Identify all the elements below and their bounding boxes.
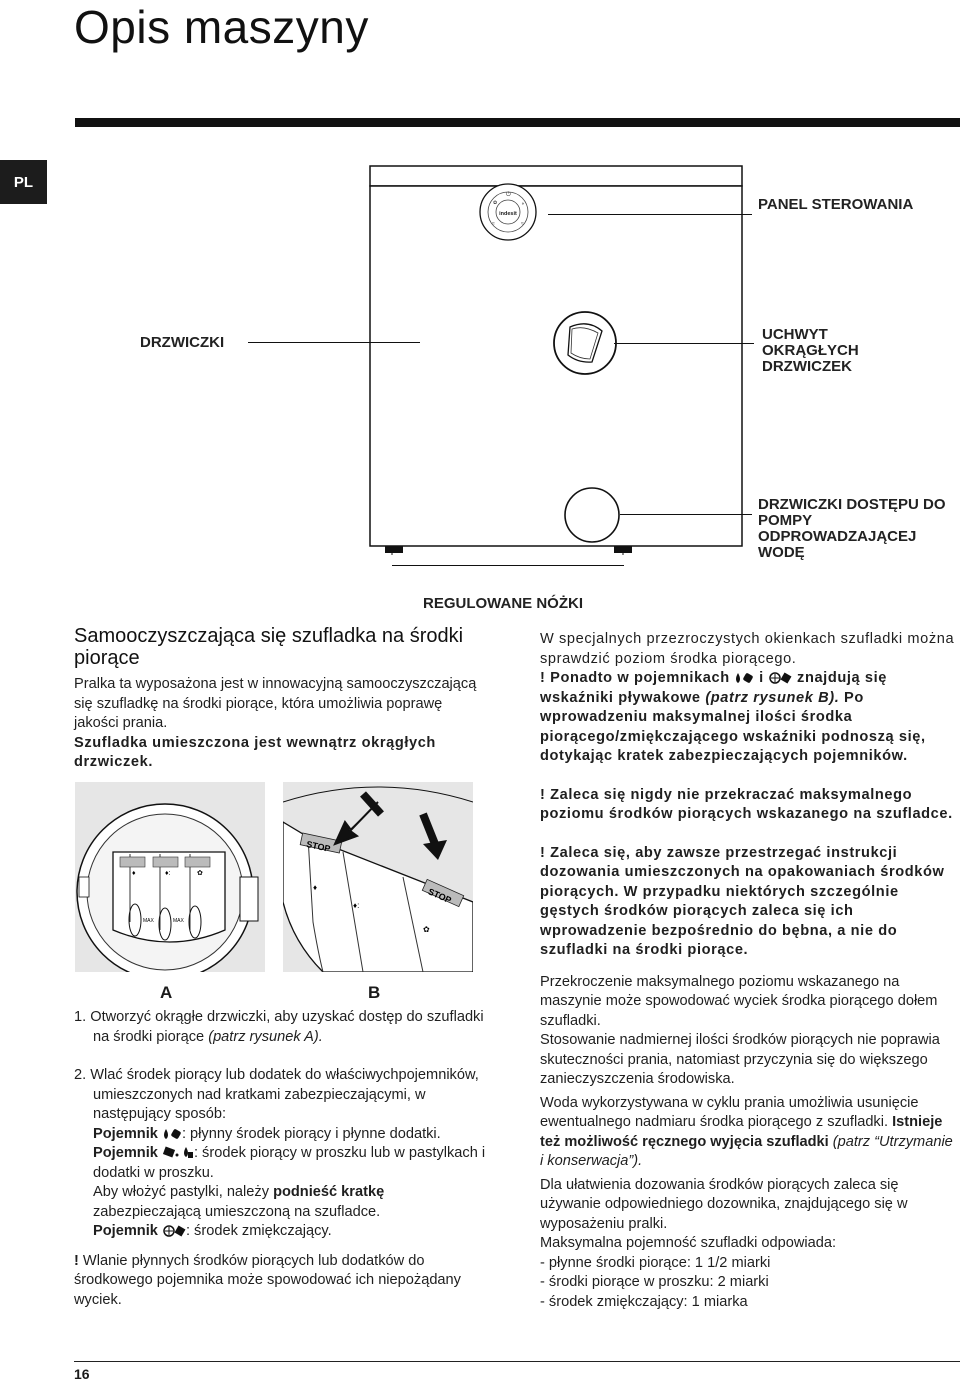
svg-text:≈: ≈ [492,221,495,227]
fig-a-max-1: MAX [143,918,154,924]
para-max-level: ! Zaleca się nigdy nie przekraczać maksymalnego poziomu środków piorących wskazanego na szufladce. [540,786,953,822]
pump-door-icon [565,488,619,542]
svg-text:♦: ♦ [132,870,136,877]
page-title: Opis maszyny [74,1,369,53]
label-door: DRZWICZKI [140,334,225,351]
para-float-indicators: ! Ponadto w pojemnikach i znajdują się wskaźniki pływakowe (patrz rysunek B). Po wprowadzeniu maksymalnej ilości środka piorącego/zmiękczającego wskaźniki podnoszą się, dotykając kratek zabezpieczających pojemników. [540,670,926,764]
section-heading: Samooczyszczająca się szufladka na środki piorące [74,625,464,669]
svg-text:♦:: ♦: [165,870,171,877]
steps-list [74,1008,494,1310]
step-1-ref: (patrz rysunek A). [208,1028,323,1045]
brand-logo: indesit [499,211,517,217]
leader-door [248,342,420,343]
step-1: 1. Otworzyć okrągłe drzwiczki, aby uzyskać dostęp do szufladki na środki piorące (patrz rysunek A). [74,1009,484,1045]
top-divider [75,118,960,127]
svg-text:≈: ≈ [521,221,524,227]
compartment-3: Pojemnik : środek zmiękczający. [93,1223,332,1239]
svg-text:✿: ✿ [493,200,498,206]
svg-text:✿: ✿ [197,870,203,877]
softener-icon [768,670,792,685]
capacity-item-softener: - środek zmiękczający: 1 miarka [540,1293,748,1310]
page-number: 16 [74,1366,90,1382]
figure-b-drawer [283,782,473,972]
para-overflow: Przekroczenie maksymalnego poziomu wskazanego na maszynie może spowodować wyciek środka piorącego dołem szufladki. [540,973,938,1029]
label-pump-door: DRZWICZKI DOSTĘPU DO POMPY ODPROWADZAJĄCEJ WODĘ [758,496,946,561]
foot-right [614,546,632,553]
fig-b-stop-2: STOP [426,886,453,906]
svg-text:✿: ✿ [423,925,430,934]
svg-text:♦: ♦ [313,883,318,892]
figure-a-drawer [75,782,265,972]
liquid-detergent-icon [162,1126,182,1141]
control-knob-icon [480,184,536,240]
compartment-1: Pojemnik : płynny środek piorący i płynne dodatki. [93,1125,441,1142]
tablet-instruction: Aby włożyć pastylki, należy podnieść kratkę zabezpieczającą umieszczoną na szufladce. [93,1184,385,1220]
step-2: 2. Wlać środek piorący lub dodatek do właściwychpojemników, umieszczonych nad kratkami zabezpieczającymi, w następujący sposób: [74,1067,479,1122]
door-handle-icon [554,312,616,374]
label-adjustable-feet: REGULOWANE NÓŻKI [423,595,583,612]
label-door-handle: UCHWYT OKRĄGŁYCH DRZWICZEK [762,326,859,375]
leader-door-handle [614,343,754,344]
capacity-item-liquid: - płynne środki piorące: 1 1/2 miarki [540,1254,771,1271]
language-tab: PL [0,160,47,204]
intro-text: Pralka ta wyposażona jest w innowacyjną samooczyszczającą się szufladkę na środki piorące, która umożliwia poprawę jakości prania. [74,676,477,731]
figure-b-label: B [368,983,381,1002]
para-dosing: ! Zaleca się, aby zawsze przestrzegać instrukcji dozowania umieszczonych na opakowaniach środków piorących. W przypadku niektórych szczególnie gęstych środków piorących zaleca się ich wprowadzenie bezpośrednio do bębna, a nie do szufladki na środki piorące. [540,844,945,958]
para-capacity: Maksymalna pojemność szufladki odpowiada: [540,1235,837,1251]
para-level-check: W specjalnych przezroczystych okienkach szufladki można sprawdzić poziom środka piorącego. [540,631,955,667]
warning-liquid: ! Wlanie płynnych środków piorących lub dodatków do środkowego pojemnika może spowodować ich niepożądany wyciek. [74,1252,461,1308]
compartment-2: Pojemnik : środek piorący w proszku lub w pastylkach i dodatki w proszku. [93,1145,486,1181]
para-dispenser: Dla ułatwienia dozowania środków piorących zaleca się używanie odpowiedniego dozownika, znajdującego się w wyposażeniu pralki. [540,1176,908,1232]
leader-pump-door [620,514,752,515]
svg-text:⏻: ⏻ [506,192,511,198]
powder-detergent-icon [162,1145,194,1160]
washing-machine-diagram [352,165,760,555]
figure-a-label: A [160,983,173,1002]
foot-left [385,546,403,553]
fig-b-stop-1: STOP [305,839,332,854]
liquid-detergent-icon [734,670,754,685]
right-column [540,630,960,1312]
leader-control-panel [548,214,752,215]
feet-bracket [392,565,624,566]
para-excess: Stosowanie nadmiernej ilości środków piorących nie poprawia skuteczności prania, natomiast przyczynia się do większego zanieczyszczenia środowiska. [540,1032,940,1087]
fig-a-max-2: MAX [173,918,184,924]
intro-paragraph [74,675,484,773]
label-control-panel: PANEL STEROWANIA [758,196,914,213]
svg-text:◑: ◑ [521,201,525,207]
svg-text:♦:: ♦: [353,901,360,910]
para-water: Woda wykorzystywana w cyklu prania umożliwia usunięcie ewentualnego nadmiaru środka piorącego z szufladki. Istnieje też możliwość ręcznego wyjęcia szufladki (patrz “Utrzymanie i konserwacja”). [540,1094,953,1169]
softener-icon [162,1223,186,1238]
capacity-item-powder: - środki piorące w proszku: 2 miarki [540,1274,769,1290]
bottom-divider [74,1361,960,1362]
intro-bold-text: Szufladka umieszczona jest wewnątrz okrągłych drzwiczek. [74,734,436,770]
